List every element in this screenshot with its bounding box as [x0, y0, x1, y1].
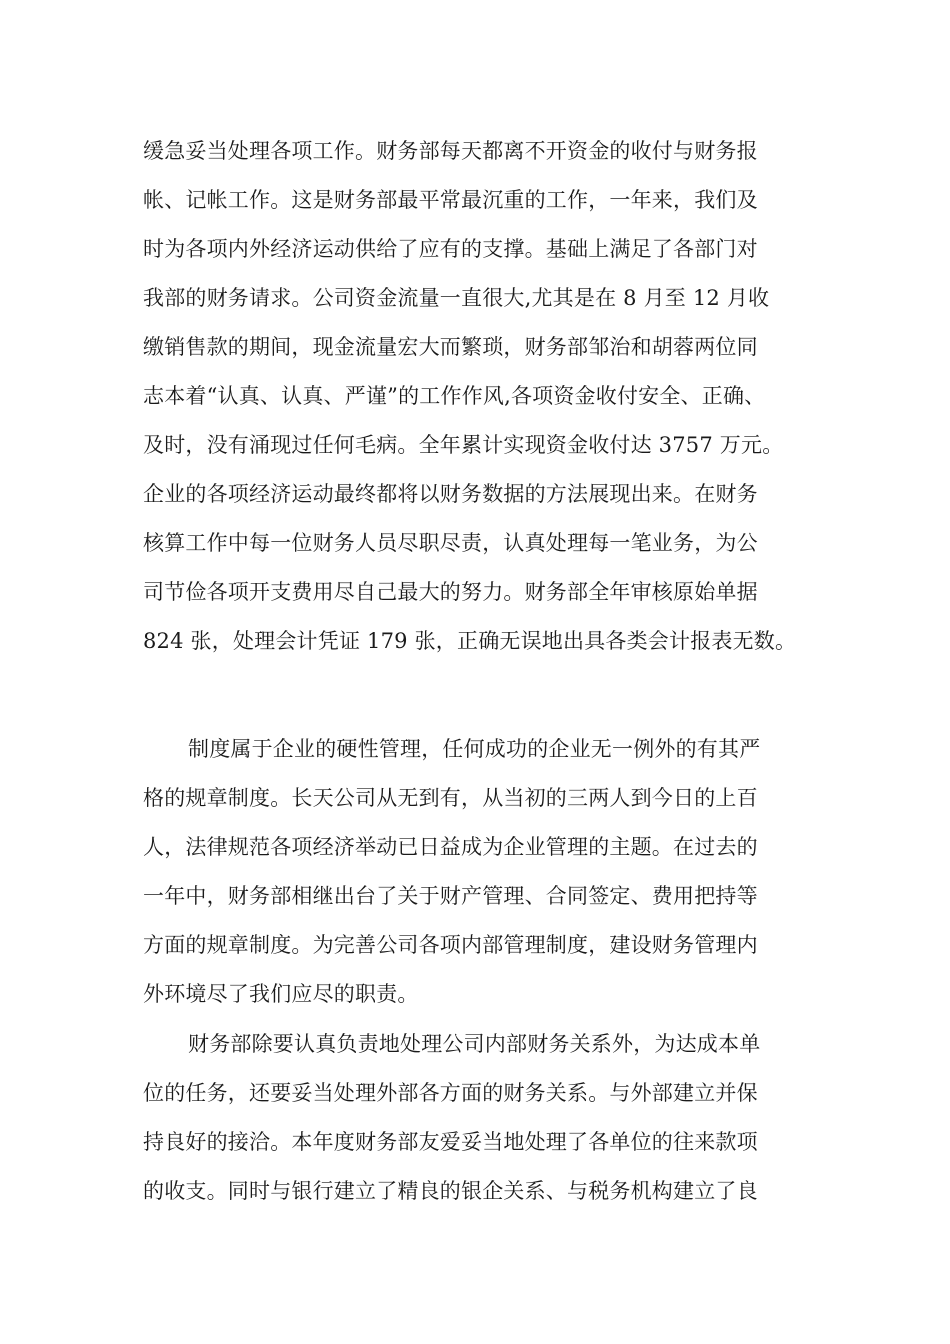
body-text-line: 我部的财务请求。公司资金流量一直很大,尤其是在 8 月至 12 月收: [143, 286, 770, 310]
body-text-line: 缓急妥当处理各项工作。财务部每天都离不开资金的收付与财务报: [143, 139, 758, 163]
body-text-line: 时为各项内外经济运动供给了应有的支撑。基础上满足了各部门对: [143, 237, 758, 261]
body-text-line: 持良好的接洽。本年度财务部友爱妥当地处理了各单位的往来款项: [143, 1130, 758, 1154]
body-text-line: 及时，没有涌现过任何毛病。全年累计实现资金收付达 3757 万元。: [143, 433, 784, 457]
body-text-line: 人，法律规范各项经济举动已日益成为企业管理的主题。在过去的: [143, 835, 758, 859]
body-text-line: 格的规章制度。长天公司从无到有，从当初的三两人到今日的上百: [143, 786, 758, 810]
body-text-line: 缴销售款的期间，现金流量宏大而繁琐，财务部邹治和胡蓉两位同: [143, 335, 758, 359]
body-text-line: 核算工作中每一位财务人员尽职尽责，认真处理每一笔业务，为公: [143, 531, 758, 555]
body-text-line: 位的任务，还要妥当处理外部各方面的财务关系。与外部建立并保: [143, 1081, 758, 1105]
body-text-line: 帐、记帐工作。这是财务部最平常最沉重的工作，一年来，我们及: [143, 188, 758, 212]
body-text-line: 外环境尽了我们应尽的职责。: [143, 982, 419, 1006]
body-text-line: 一年中，财务部相继出台了关于财产管理、合同签定、费用把持等: [143, 884, 758, 908]
body-text-line: 志本着“认真、认真、严谨”的工作作风,各项资金收付安全、正确、: [143, 384, 766, 408]
body-text-line: 824 张，处理会计凭证 179 张，正确无误地出具各类会计报表无数。: [143, 629, 797, 653]
body-text-line: 企业的各项经济运动最终都将以财务数据的方法展现出来。在财务: [143, 482, 758, 506]
body-text-line: 财务部除要认真负责地处理公司内部财务关系外，为达成本单: [188, 1032, 761, 1056]
body-text-line: 制度属于企业的硬性管理，任何成功的企业无一例外的有其严: [188, 737, 761, 761]
body-text-line: 司节俭各项开支费用尽自己最大的努力。财务部全年审核原始单据: [143, 580, 758, 604]
body-text-line: 的收支。同时与银行建立了精良的银企关系、与税务机构建立了良: [143, 1179, 758, 1203]
body-text-line: 方面的规章制度。为完善公司各项内部管理制度，建设财务管理内: [143, 933, 758, 957]
